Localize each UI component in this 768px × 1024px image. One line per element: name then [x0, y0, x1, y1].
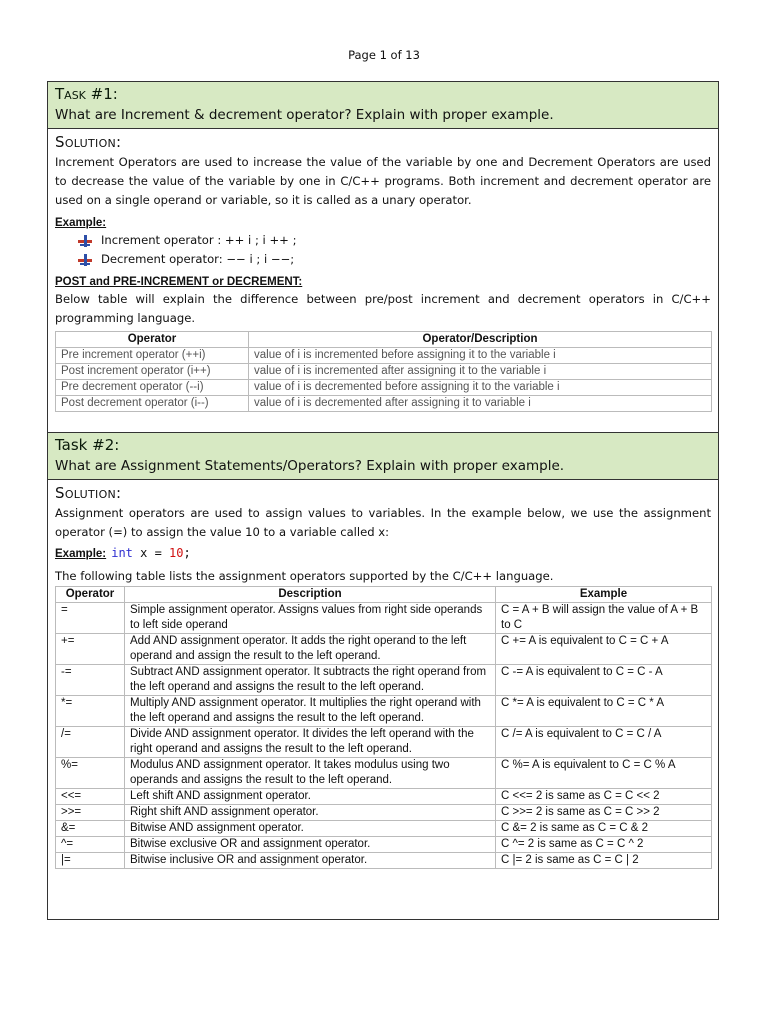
pin-bullet-icon [77, 234, 93, 248]
page-number: Page 1 of 13 [348, 48, 420, 62]
task1-title: Task #1: [55, 85, 118, 103]
document-frame [47, 81, 719, 920]
table-row: |= Bitwise inclusive OR and assignment operator. C |= 2 is same as C = C | 2 [56, 853, 712, 869]
table-row: <<= Left shift AND assignment operator. C <<= 2 is same as C = C << 2 [56, 789, 712, 805]
table-row: /= Divide AND assignment operator. It divides the left operand with the right operand and assigns the result to the left operand. C /= A is equivalent to C = C / A [56, 727, 712, 758]
task2-example-label: Example: [55, 548, 107, 560]
table-row: %= Modulus AND assignment operator. It takes modulus using two operands and assigns the result to the left operand. C %= A is equivalent to C = C % A [56, 758, 712, 789]
table-header-row: Operator Operator/Description [56, 332, 712, 348]
task1-solution [48, 129, 718, 433]
list-item: Increment operator : ++ i ; i ++ ; [55, 231, 711, 250]
task2-question: What are Assignment Statements/Operators? Explain with proper example. [55, 458, 565, 474]
table-row: *= Multiply AND assignment operator. It multiplies the right operand with the left operand and assigns the result to the left operand. C *= A is equivalent to C = C * A [56, 696, 712, 727]
table-header-row: Operator Description Example [56, 587, 712, 603]
pin-bullet-icon [77, 253, 93, 267]
table-row: ^= Bitwise exclusive OR and assignment operator. C ^= 2 is same as C = C ^ 2 [56, 837, 712, 853]
task1-solution-label: Solution: [55, 133, 122, 151]
table-row: = Simple assignment operator. Assigns values from right side operands to left side operand C = A + B will assign the value of A + B to C [56, 603, 712, 634]
task1-header [48, 82, 718, 129]
task2-table-intro: The following table lists the assignment operators supported by the C/C++ language. [55, 569, 554, 583]
task2-title: Task #2: [55, 436, 120, 454]
table-row: Post increment operator (i++) value of i is incremented after assigning it to the variable i [56, 364, 712, 380]
task2-example [55, 542, 711, 563]
table-row: Pre decrement operator (--i) value of i is decremented before assigning it to the variable i [56, 380, 712, 396]
table-row: += Add AND assignment operator. It adds the right operand to the left operand and assign the result to the left operand. C += A is equivalent to C = C + A [56, 634, 712, 665]
list-item: Decrement operator: −− i ; i −−; [55, 250, 711, 269]
table-row: Pre increment operator (++i) value of i is incremented before assigning it to the variable i [56, 348, 712, 364]
task2-header [48, 433, 718, 480]
table-row: Post decrement operator (i--) value of i is decremented after assigning it to variable i [56, 396, 712, 412]
task1-example-label: Example: [55, 217, 107, 229]
code-snippet: int x = 10; [111, 546, 191, 560]
assignment-table [55, 586, 712, 869]
task2-solution [48, 480, 718, 869]
table-row: >>= Right shift AND assignment operator. C >>= 2 is same as C = C >> 2 [56, 805, 712, 821]
increment-table [55, 331, 712, 412]
task2-solution-label: Solution: [55, 484, 122, 502]
task1-question: What are Increment & decrement operator? Explain with proper example. [55, 107, 554, 123]
task2-intro: Assignment operators are used to assign values to variables. In the example below, we use the assignment operator (=) to assign the value 10 to a variable called x: [55, 506, 711, 539]
task1-table-intro: Below table will explain the difference between pre/post increment and decrement operators in C/C++ programming language. [55, 292, 711, 325]
post-pre-label: POST and PRE-INCREMENT or DECREMENT: [55, 276, 303, 288]
table-row: &= Bitwise AND assignment operator. C &= 2 is same as C = C & 2 [56, 821, 712, 837]
task1-intro: Increment Operators are used to increase the value of the variable by one and Decrement Operators are used to decrease the value of the variable by one in C/C++ programs. Both increment and decrement operator are used on a single operand or variable, so it is called as a unary operator. [55, 155, 711, 207]
table-row: -= Subtract AND assignment operator. It subtracts the right operand from the left operand and assigns the result to the left operand. C -= A is equivalent to C = C - A [56, 665, 712, 696]
